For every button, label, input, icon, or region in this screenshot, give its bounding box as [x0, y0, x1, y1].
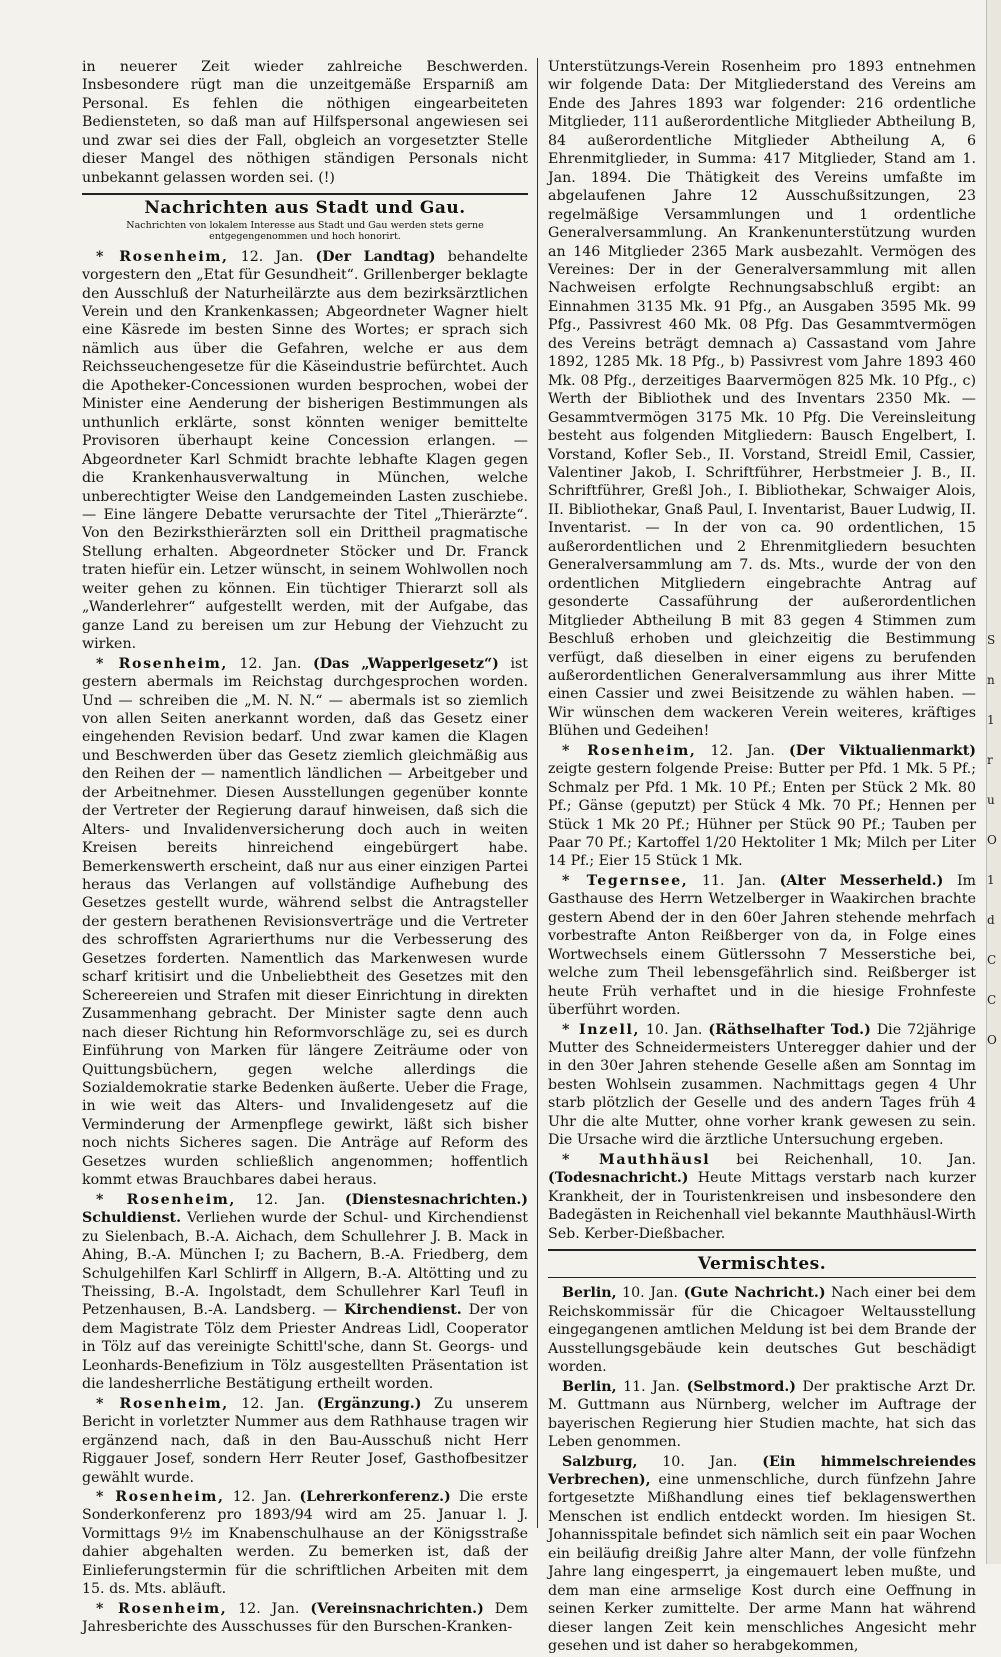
article-topic: (Ergänzung.) [316, 1395, 422, 1412]
dateline-place: * Rosenheim, [96, 248, 229, 265]
dateline-place: * Rosenheim, [96, 1191, 236, 1208]
label-kirchendienst: Kirchendienst. [344, 1302, 462, 1319]
article-vereinsbericht-continued: Unterstützungs-Verein Rosenheim pro 1893 entnehmen wir folgende Data: Der Mitgliederstand des Vereins am Ende des Jahres 1893 war folgender: 216 ordentliche Mitglieder, 111 außerordentliche Mitglieder Abtheilung B, 84 außerordentliche Mitglieder Abtheilung A, 6 Ehrenmitglieder, in Summa: 417 Mitglieder, Stand am 1. Jan. 1894. Die Thätigkeit des Vereins umfaßte im abgelaufenen Jahre 12 Ausschußsitzungen, 23 regelmäßige Versammlungen und 1 ordentliche Generalversammlung. An Krankenunterstützung wurden an 146 Mitglieder 2365 Mark ausbezahlt. Vermögen des Vereines: Der in der Generalversammlung mit allen Nachweisen erfolgte Rechnungsabschluß ergibt: an Einnahmen 3135 Mk. 91 Pfg., an Ausgaben 3595 Mk. 99 Pfg., Passivrest 460 Mk. 08 Pfg. Das Gesammtvermögen des Vereins beträgt demnach a) Cassastand vom Jahre 1892, 1285 Mk. 18 Pfg., b) Passivrest vom Jahre 1893 460 Mk. 08 Pfg., derzeitiges Baarvermögen 825 Mk. 10 Pfg., c) Werth der Bibliothek und des Inventars 2350 Mk. — Gesammtvermögen 3175 Mk. 10 Pfg. Die Vereinsleitung besteht aus folgenden Mitgliedern: Bausch Engelbert, I. Vorstand, Kofler Seb., II. Vorstand, Streidl Emil, Cassier, Valentiner Jakob, I. Schriftführer, Herbstmeier J. B., II. Schriftführer, Greßl Joh., I. Bibliothekar, Schwaiger Alois, II. Bibliothekar, Gnaß Paul, I. Inventarist, Bauer Ludwig, II. Inventarist. — In der von ca. 90 ordentlichen, 15 außerordentlichen und 2 Ehrenmitgliedern besuchten Generalversammlung am 7. ds. Mts., wurde der von den ordentlichen Mitgliedern eingebrachte Antrag auf gesonderte Cassaführung der außerordentlichen Mitglieder Abtheilung B mit 83 gegen 4 Stimmen zum Beschluß erhoben und gleichzeitig die Bestimmung verfügt, daß dieselben in einer eigens zu berufenden außerordentlichen Generalversammlung aus ihrer Mitte einen Cassier und zwei Beisitzende zu wählen haben. — Wir wünschen dem wackeren Verein weiteres, kräftiges Blühen und Gedeihen! [548, 59, 976, 740]
dateline-place: Berlin, [562, 1285, 617, 1302]
dateline-place: * Rosenheim, [96, 1488, 225, 1505]
article-vereinsnachrichten [82, 1600, 528, 1637]
dateline-date: 10. Jan. [662, 1453, 738, 1470]
article-dienstesnachrichten [82, 1191, 528, 1394]
article-text: ist gestern abermals im Reichstag durchgesprochen worden. Und — schreiben die „M. N. N.“ — abermals ist so ziemlich von allen Seiten anerkannt worden, daß das Gesetz einer eingehenden Revision bedarf. Und zwar kamen die Klagen und Beschwerden über das Gesetz ziemlich gleichmäßig aus den Reihen der — namentlich ländlichen — Arbeitgeber und der Arbeitnehmer. Diesen Ausstellungen gegenüber konnte der Vertreter der Regierung darauf hinweisen, daß sich die Alters- und Invalidenversicherung doch auch in weiten Kreisen bereits hinreichend eingebürgert habe. Bemerkenswerth erscheint, daß nur aus einer einzigen Partei heraus das Verlangen auf vollständige Aufhebung des Gesetzes gestellt wurde, während selbst die Antragsteller der gestern berathenen Revisionsverträge und die Vertreter des schroffsten Agrarierthums nur die Verbesserung des Gesetzes forderten. Namentlich das Markenwesen wurde scharf kritisirt und die Unbeliebtheit des Gesetzes mit den Schereereien und Strafen mit dieser Einrichtung in direkten Zusammenhang gebracht. Der Minister sagte denn auch nach dieser Richtung hin Reformvorschläge zu, sei es durch Einführung von Marken für längere Zeiträume oder von Quittungsbüchern, gegen welche allerdings die Sozialdemokratie starke Bedenken äußerte. Ueber die Frage, in wie weit das Alters- und Invalidengesetz auf die Verminderung der Armenpflege gewirkt, läßt sich bisher noch nichts Sicheres sagen. Die Anträge auf Reform des Gesetzes wurden schließlich angenommen; hoffentlich kommt etwas Brauchbares dabei heraus. [82, 655, 528, 1189]
column-divider [537, 58, 538, 1528]
dateline-date: 11. Jan. [701, 872, 766, 889]
left-column [82, 58, 528, 1638]
article-text: zeigte gestern folgende Preise: Butter per Pfd. 1 Mk. 5 Pf.; Schmalz per Pfd. 1 Mk. 10 Pf.; Enten per Stück 2 Mk. 80 Pf.; Gänse (geputzt) per Stück 4 Mk. 70 Pf.; Hennen per Stück 1 Mk 20 Pf.; Hühner per Stück 90 Pf.; Tauben per Paar 70 Pf.; Kartoffel 1/20 Hektoliter 1 Mk; Milch per Liter 14 Pf.; Eier 15 Stück 1 Mk. [548, 761, 976, 870]
section-heading-local-news: Nachrichten aus Stadt und Gau. [144, 198, 466, 219]
article-topic: (Gute Nachricht.) [683, 1285, 826, 1302]
dateline-place: * Rosenheim, [96, 1395, 229, 1412]
dateline-place-suffix: bei Reichenhall, [736, 1151, 874, 1168]
right-column [548, 58, 976, 1657]
article-topic: (Räthselhafter Tod.) [708, 1021, 871, 1038]
article-text: Heute Mittags verstarb nach kurzer Krankheit, der in Touristenkreisen und insbesondere den Badegästen in Reichenhall viel bekannte Mauthhäusl-Wirth Seb. Kerber-Dießbacher. [548, 1170, 976, 1242]
article-text: Nach einer bei dem Reichskommissär für die Chicagoer Weltausstellung eingegangenen amtlichen Meldung ist bei dem Brande der Ausstellungsgebäude kein deutsches Gut beschädigt worden. [548, 1285, 977, 1376]
article-topic: (Vereinsnachrichten.) [310, 1600, 484, 1617]
article-text: Zu unserem Bericht in vorletzter Nummer aus dem Rathhause tragen wir ergänzend nach, daß in den Bau-Ausschuß nicht Herr Riggauer Josef, sondern Herr Reuter Josef, Gasthofbesitzer gewählt wurde. [82, 1395, 529, 1486]
section-divider [82, 193, 528, 195]
dateline-date: 12. Jan. [710, 742, 775, 759]
article-gute-nachricht [548, 1284, 976, 1376]
dateline-place: * Rosenheim, [96, 1600, 228, 1617]
article-text: Im Gasthause des Herrn Wetzelberger in Waakirchen brachte gestern Abend der in den 60er Jahren stehende mehrfach vorbestrafte Anton Reißberger von da, in Folge eines Wortwechsels einem Gütlerssohn 7 Messerstiche bei, welche zum Theil lebensgefährlich sind. Reißberger ist heute Früh verhaftet und in die hiesige Frohnfeste überführt worden. [548, 872, 976, 1019]
article-wapperlgesetz [82, 655, 528, 1190]
section-heading-vermischtes: Vermischtes. [697, 1254, 827, 1274]
dateline-place: * Inzell, [562, 1021, 641, 1038]
article-topic: (Todesnachricht.) [548, 1170, 689, 1187]
article-todesnachricht [548, 1151, 976, 1243]
dateline-place: Salzburg, [562, 1453, 638, 1470]
article-raethselhafter-tod [548, 1021, 976, 1150]
article-text: Verliehen wurde der Schul- und Kirchendienst zu Sielenbach, B.-A. Aichach, dem Schullehrer J. B. Mack in Ahing, B.-A. München I; zu Bachern, B.-A. Friedberg, dem Schulgehilfen Karl Schlirff in Allgern, B.-A. Altötting und zu Theissing, B.-A. Ingolstadt, dem Schullehrer Karl Teufl in Petzenhausen, B.-A. Landsberg. — [82, 1210, 528, 1319]
dateline-place: * Rosenheim, [96, 655, 228, 672]
dateline-date: 12. Jan. [238, 1600, 300, 1617]
article-text: Die 72jährige Mutter des Schneidermeisters Unteregger dahier und der in den 30er Jahren stehende Geselle aßen am Sonntag im besten Wohlsein zusammen. Nachmittags gegen 4 Uhr starb plötzlich der Geselle und des andern Tages früh 4 Uhr die alte Mutter, ohne vorher krank gewesen zu sein. Die Ursache wird die ärztliche Untersuchung ergeben. [548, 1021, 976, 1149]
article-topic: (Ein himmelschreiendes Verbrechen), [548, 1453, 976, 1488]
dateline-place: * Mauthhäusl [562, 1151, 711, 1168]
article-text: eine unmenschliche, durch fünfzehn Jahre fortgesetzte Mißhandlung eines tief beklagenswerthen Menschen ist endlich entdeckt worden. Im hiesigen St. Johannisspitale befindet sich nämlich seit ein paar Wochen ein beiläufig dreißig Jahre alter Mann, der volle fünfzehn Jahre lang eingesperrt, ja eingemauert leben mußte, und dem man eine armselige Kost durch eine Oeffnung in seinen Kerker zumittelte. Der arme Mann hat während dieser langen Zeit kein menschliches Angesicht mehr gesehen und ist daher so herabgekommen, [548, 1471, 976, 1655]
dateline-date: 12. Jan. [239, 655, 302, 672]
section-subheading: Nachrichten von lokalem Interesse aus Stadt und Gau werden stets gerne entgegengenommen und hoch honorirt. [126, 219, 484, 242]
article-viktualienmarkt [548, 742, 976, 871]
article-text: Der von dem Magistrate Tölz dem Priester Andreas Lidl, Cooperator in Tölz auf das vereinigte Schittl'sche, dann St. Georgs- und Leonhards-Benefizium in Tölz ausgestellten Präsentation ist die landesherrliche Bestätigung ertheilt worden. [82, 1302, 529, 1393]
section-divider [548, 1249, 976, 1251]
dateline-date: 10. Jan. [899, 1151, 977, 1168]
dateline-date: 10. Jan. [646, 1021, 703, 1038]
dateline-place: * Tegernsee, [562, 872, 689, 889]
dateline-date: 10. Jan. [622, 1285, 679, 1302]
article-text: Die erste Sonderkonferenz pro 1893/94 wird am 25. Januar l. J. Vormittags 9½ im Knabenschulhause an der Königsstraße dahier abgehalten werden. Zu bemerken ist, daß der Einlieferungstermin für die schriftlichen Arbeiten mit dem 15. ds. Mts. abläuft. [82, 1488, 529, 1598]
intro-paragraph: in neuerer Zeit wieder zahlreiche Beschwerden. Insbesondere rügt man die unzeitgemäße Ersparniß am Personal. Es fehlen die nöthigen eingearbeiteten Bediensteten, so daß man auf Hilfspersonal angewiesen sei und zwar sei dies der Fall, obgleich an vorgesetzter Stelle dieser Mangel des nöthigen ständigen Personals nicht unbekannt gelassen worden sei. (!) [82, 59, 528, 186]
dateline-date: 12. Jan. [255, 1191, 326, 1208]
article-selbstmord [548, 1378, 976, 1452]
adjacent-page-fragments: S n 1 r u O 1 d C C O [987, 633, 997, 1047]
article-messerheld [548, 872, 976, 1020]
article-topic: (Lehrerkonferenz.) [299, 1488, 451, 1505]
article-topic: (Der Landtag) [315, 248, 436, 265]
dateline-date: 11. Jan. [623, 1378, 681, 1395]
article-topic: (Der Viktualienmarkt) [789, 742, 977, 759]
article-verbrechen [548, 1453, 976, 1656]
article-landtag [82, 248, 528, 654]
article-text: Dem Jahresberichte des Ausschusses für den Burschen-Kranken- [82, 1600, 528, 1636]
article-text: behandelte vorgestern den „Etat für Gesundheit“. Grillenberger beklagte den Ausschluß der Naturheilärzte aus dem bezirksärztlichen Verein und den Krankenkassen; Abgeordneter Wagner hielt eine Käsrede im besten Sinne des Wortes; er sprach sich nämlich aus über die Gefahren, welche er aus dem Reichsseuchengesetze für die Käseindustrie befürchtet. Auch die Apotheker-Concessionen wurden besprochen, wobei der Minister eine Aenderung der bisherigen Bestimmungen als unthunlich erklärte, sonst könnten weniger bemittelte Provisoren überhaupt keine Concession erlangen. — Abgeordneter Karl Schmidt brachte lebhafte Klagen gegen die Krankenhausverwaltung in München, welche unberechtigter Weise den Landgemeinden Lasten zuschiebe. — Eine längere Debatte verursachte der Titel „Thierärzte“. Von den Bezirksthierärzten soll ein Drittheil pragmatische Stellung erhalten. Abgeordneter Stöcker und Dr. Franck traten hiefür ein. Letzer wünscht, in seinem Wohlwollen noch weiter gehen zu können. Ein tüchtiger Thierarzt soll als „Wanderlehrer“ aufgestellt werden, mit der Aufgabe, das ganze Land zu bereisen um zur Hebung der Viehzucht zu wirken. [82, 248, 529, 653]
article-lehrerkonferenz [82, 1488, 528, 1599]
article-topic: (Das „Wapperlgesetz“) [313, 655, 499, 672]
dateline-date: 12. Jan. [232, 1488, 292, 1505]
dateline-date: 12. Jan. [240, 248, 304, 265]
article-topic: (Alter Messerheld.) [779, 872, 944, 889]
article-topic: (Dienstesnachrichten.) [344, 1191, 528, 1208]
dateline-place: * Rosenheim, [562, 742, 697, 759]
article-topic: (Selbstmord.) [686, 1378, 796, 1395]
label-schuldienst: Schuldienst. [82, 1210, 182, 1227]
article-ergaenzung [82, 1395, 528, 1487]
section-divider [548, 1277, 976, 1278]
dateline-place: Berlin, [562, 1378, 617, 1395]
article-text: Der praktische Arzt Dr. M. Guttmann aus Nürnberg, welcher im Auftrage der bayerischen Regierung hier Studien machte, hat sich das Leben genommen. [548, 1378, 977, 1451]
dateline-date: 12. Jan. [241, 1395, 305, 1412]
